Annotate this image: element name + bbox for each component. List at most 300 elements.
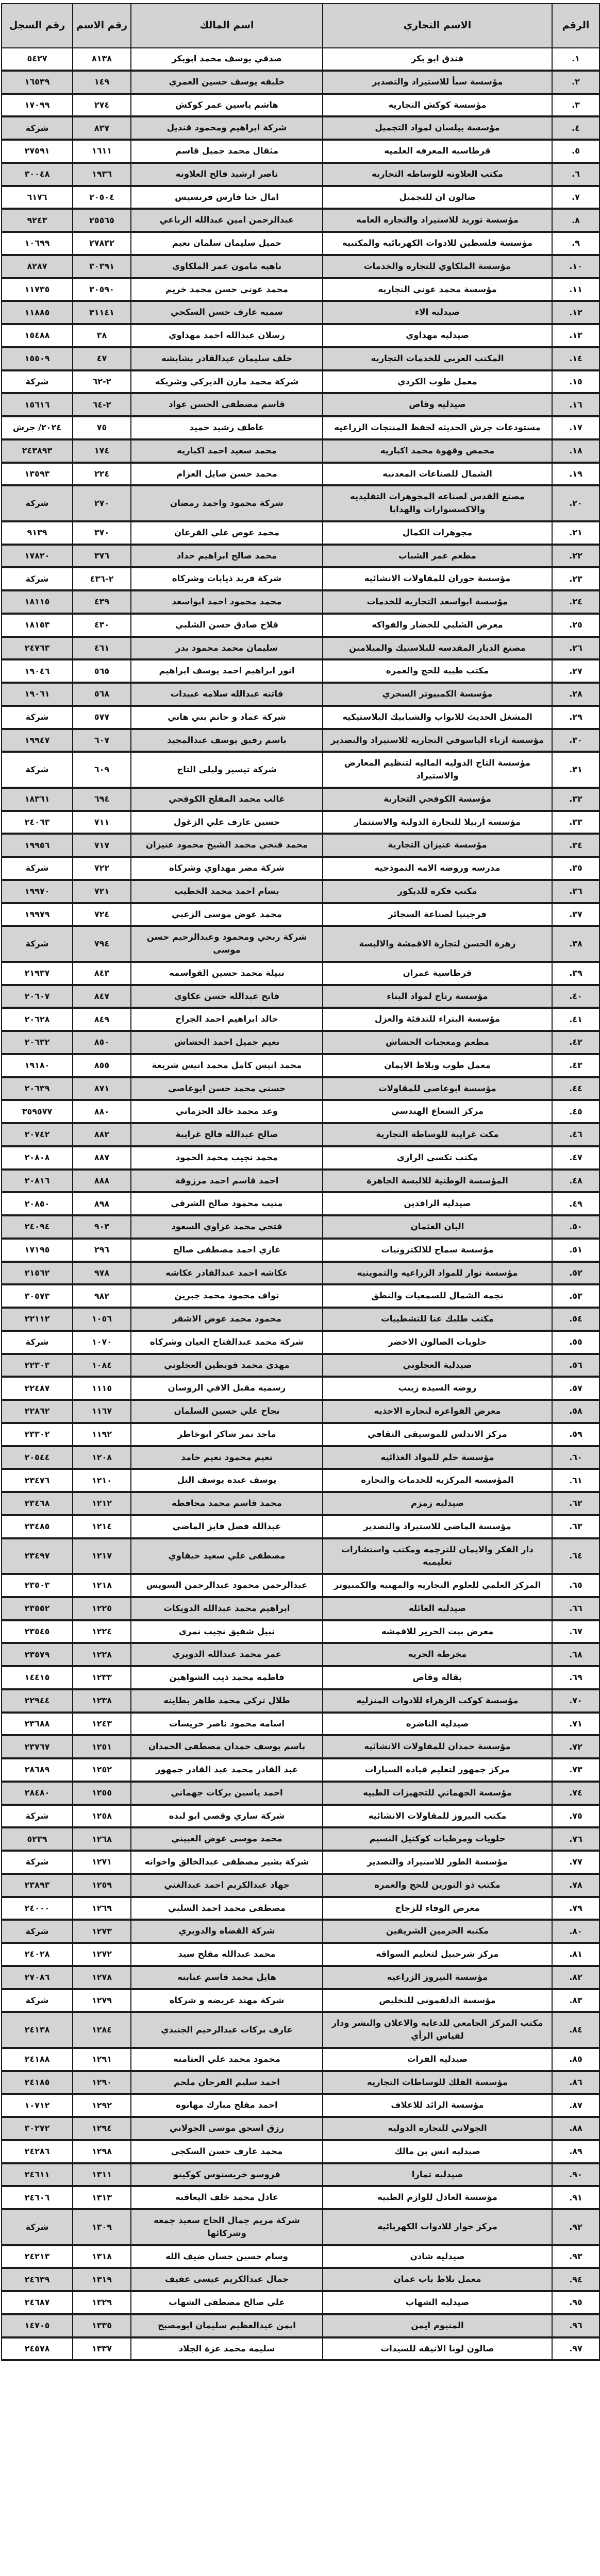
trade-name-cell: مؤسسة حوران للمقاولات الانشائيه	[323, 567, 552, 590]
name-number-cell: ١٢٩٤	[73, 2117, 131, 2140]
owner-name-cell: جميل سليمان سلمان نعيم	[131, 232, 323, 255]
row-index: ٨٣.	[552, 1989, 599, 2012]
table-row	[2, 614, 599, 637]
name-number-cell: ٧١٧	[73, 834, 131, 857]
row-index: ٧١.	[552, 1713, 599, 1736]
row-index: ٨٠.	[552, 1920, 599, 1943]
row-index: ٥٢.	[552, 1262, 599, 1285]
table-row	[2, 1308, 599, 1331]
registry-number-cell: ٢١٩٣٧	[2, 962, 73, 985]
table-row	[2, 1215, 599, 1239]
name-number-cell: ١٢٧٢	[73, 1943, 131, 1966]
trade-name-cell: صالون ان للتجميل	[323, 186, 552, 209]
owner-name-cell: خليفه يوسف حسين العمري	[131, 71, 323, 94]
registry-number-cell: شركة	[2, 752, 73, 788]
name-number-cell: ١٩٣٦	[73, 163, 131, 186]
registry-number-cell: شركة	[2, 1920, 73, 1943]
row-index: ٢٨.	[552, 683, 599, 706]
row-index: ٨٧.	[552, 2094, 599, 2117]
table-row	[2, 2245, 599, 2268]
owner-name-cell: عاطف رشيد حميد	[131, 416, 323, 439]
table-row	[2, 1735, 599, 1758]
name-number-cell: ١٦١١	[73, 140, 131, 163]
table-row	[2, 1400, 599, 1423]
registry-number-cell: ٢٢٩٤٤	[2, 1689, 73, 1713]
row-index: ٧٦.	[552, 1827, 599, 1851]
owner-name-cell: نجاح علي حسين السلمان	[131, 1400, 323, 1423]
table-row	[2, 637, 599, 660]
name-number-cell: ١٢٢٥	[73, 1597, 131, 1620]
row-index: ٧٠.	[552, 1689, 599, 1713]
owner-name-cell: عبدالرحمن محمود عبدالرحمن السويس	[131, 1574, 323, 1597]
registry-number-cell: ١٦٥٣٩	[2, 71, 73, 94]
registry-number-cell: ١٥٦١٦	[2, 393, 73, 416]
table-row	[2, 1782, 599, 1805]
name-number-cell: ١٢١٨	[73, 1574, 131, 1597]
name-number-cell: ٣٨	[73, 324, 131, 347]
trade-name-cell: مؤسسة كوكش التجاريه	[323, 94, 552, 117]
name-number-cell: ٣٧٦	[73, 545, 131, 568]
table-row	[2, 788, 599, 811]
table-row	[2, 1146, 599, 1170]
row-index: ٦٥.	[552, 1574, 599, 1597]
row-index: ٥.	[552, 140, 599, 163]
table-row	[2, 2337, 599, 2361]
row-index: ٥٩.	[552, 1423, 599, 1446]
owner-name-cell: امال حنا فارس فرنسيس	[131, 186, 323, 209]
trade-name-cell: مكت غرايبة للوساطة التجارية	[323, 1123, 552, 1146]
row-index: ٨٤.	[552, 2012, 599, 2048]
name-number-cell: ١٢٣٨	[73, 1689, 131, 1713]
row-index: ١٧.	[552, 416, 599, 439]
name-number-cell: ٦٠٧	[73, 729, 131, 752]
owner-name-cell: مثقال محمد جميل قاسم	[131, 140, 323, 163]
registry-number-cell: ٢٢٤٨٧	[2, 1377, 73, 1400]
trade-name-cell: معرض الفواعره لتجاره الاحذيه	[323, 1400, 552, 1423]
trade-name-cell: معرض الوفاء للزجاج	[323, 1897, 552, 1920]
trade-name-cell: مؤسسة الجهماني للتجهيزات الطبيه	[323, 1782, 552, 1805]
name-number-cell: ١٣١١	[73, 2163, 131, 2187]
owner-name-cell: احمد سليم الفرحان ملحم	[131, 2071, 323, 2094]
trade-name-cell: صيدليه وقاص	[323, 393, 552, 416]
name-number-cell: ٢-٤٣٦	[73, 567, 131, 590]
trade-name-cell: فندق ابو بكر	[323, 48, 552, 71]
name-number-cell: ٥٧٧	[73, 706, 131, 729]
table-row	[2, 1239, 599, 1262]
trade-name-cell: مؤسسة توريد للاستيراد والتجاره العامه	[323, 209, 552, 232]
row-index: ٨٥.	[552, 2048, 599, 2071]
registry-number-cell: شركة	[2, 2209, 73, 2245]
registry-number-cell: شركة	[2, 1331, 73, 1354]
row-index: ٥١.	[552, 1239, 599, 1262]
trade-name-cell: مؤسسة نوار للمواد الزراعيه والتموينيه	[323, 1262, 552, 1285]
row-index: ٦٤.	[552, 1538, 599, 1574]
registry-number-cell: ١٩٩٧٠	[2, 880, 73, 903]
owner-name-cell: مهدى محمد قويطين العجلوني	[131, 1354, 323, 1377]
trade-name-cell: المكتب العربي للخدمات التجاريه	[323, 347, 552, 370]
row-index: ٥٣.	[552, 1284, 599, 1308]
table-row	[2, 545, 599, 568]
table-row	[2, 1446, 599, 1469]
name-number-cell: ٢٧٤	[73, 94, 131, 117]
row-index: ٨٢.	[552, 1966, 599, 1989]
owner-name-cell: نبيل شفيق نجيب نمري	[131, 1620, 323, 1643]
owner-name-cell: شركة ابراهيم ومحمود قنديل	[131, 116, 323, 140]
owner-name-cell: شركة مضر مهداوي وشركاه	[131, 857, 323, 880]
trade-name-cell: المؤسسه المركزيه للخدمات والتجاره	[323, 1469, 552, 1492]
registry-number-cell: ١٩٩٧٩	[2, 903, 73, 926]
row-index: ٤٣.	[552, 1054, 599, 1077]
owner-name-cell: محمد نجيب محمد الحمود	[131, 1146, 323, 1170]
owner-name-cell: منيب محمود صالح الشرقي	[131, 1192, 323, 1215]
row-index: ٥٠.	[552, 1215, 599, 1239]
trade-name-cell: مركز حوار للادوات الكهربائيه	[323, 2209, 552, 2245]
owner-name-cell: سليمان محمد محمود بدر	[131, 637, 323, 660]
name-number-cell: ٤٣٠	[73, 614, 131, 637]
owner-name-cell: محمد عوني حسن محمد خريم	[131, 278, 323, 301]
trade-name-cell: صيدليه تمارا	[323, 2163, 552, 2187]
name-number-cell: ٢٩٦	[73, 1239, 131, 1262]
registry-number-cell: ٢٣٥٥٢	[2, 1597, 73, 1620]
owner-name-cell: غالب محمد المفلح الكوفحي	[131, 788, 323, 811]
name-number-cell: ١٢٨٤	[73, 2012, 131, 2048]
owner-name-cell: محمد حسن صايل العزام	[131, 463, 323, 486]
registry-number-cell: شركة	[2, 1989, 73, 2012]
table-row	[2, 729, 599, 752]
table-row	[2, 2291, 599, 2314]
registry-number-cell: ٢٤٦١١	[2, 2163, 73, 2187]
row-index: ٨١.	[552, 1943, 599, 1966]
trade-name-cell: حلويات ومرطبات كوكتيل النسيم	[323, 1827, 552, 1851]
name-number-cell: ١٠٧٠	[73, 1331, 131, 1354]
trade-name-cell: مؤسسة الرائد للاعلاف	[323, 2094, 552, 2117]
registry-number-cell: ١٩١٨٠	[2, 1054, 73, 1077]
row-index: ٢٩.	[552, 706, 599, 729]
table-row	[2, 393, 599, 416]
table-row	[2, 1515, 599, 1538]
row-index: ٦٠.	[552, 1446, 599, 1469]
row-index: ٥٤.	[552, 1308, 599, 1331]
name-number-cell: ٨٣٧	[73, 116, 131, 140]
row-index: ٧٧.	[552, 1851, 599, 1874]
registry-number-cell: ٣٠٥٧٣	[2, 1284, 73, 1308]
trade-name-cell: زهرة الحسن لتجارة الاقمشة والالبسة	[323, 926, 552, 962]
name-number-cell: ١٢٢٨	[73, 1643, 131, 1666]
registry-number-cell: ٢٣٣٠٢	[2, 1423, 73, 1446]
table-row	[2, 2048, 599, 2071]
row-index: ٦.	[552, 163, 599, 186]
registry-number-cell: ٨٢٨٧	[2, 255, 73, 278]
name-number-cell: ٧٢٤	[73, 903, 131, 926]
name-number-cell: ٩٧٨	[73, 1262, 131, 1285]
name-number-cell: ٤٣٩	[73, 590, 131, 614]
owner-name-cell: محمد موسى عوض العبيني	[131, 1827, 323, 1851]
trade-name-cell: مؤسسة البتراء للتدفئة والعزل	[323, 1008, 552, 1031]
owner-name-cell: حسين عارف علي الزغول	[131, 811, 323, 834]
table-row	[2, 1943, 599, 1966]
name-number-cell: ١٣٢٩	[73, 2291, 131, 2314]
trade-name-cell: دار الفكر والايمان للترجمه ومكتب واستشارات تعليميه	[323, 1538, 552, 1574]
owner-name-cell: خلف سليمان عبدالقادر بشابشه	[131, 347, 323, 370]
name-number-cell: ٢٠٥٠٤	[73, 186, 131, 209]
owner-name-cell: عارف بركات عبدالرحيم الجنيدي	[131, 2012, 323, 2048]
owner-name-cell: عكاشه احمد عبدالقادر عكاشه	[131, 1262, 323, 1285]
trade-name-cell: مؤسسة سبأ للاستيراد والتصدير	[323, 71, 552, 94]
name-number-cell: ٨٨٠	[73, 1100, 131, 1123]
registry-number-cell: ٩٢٤٣	[2, 209, 73, 232]
name-number-cell: ٣٠٥٩٠	[73, 278, 131, 301]
trade-name-cell: مكتبه الحرمين الشريفين	[323, 1920, 552, 1943]
owner-name-cell: محمد عوض علي القرعان	[131, 521, 323, 545]
table-row	[2, 521, 599, 545]
owner-name-cell: شركة عماد و حاتم بني هاني	[131, 706, 323, 729]
owner-name-cell: صالح عبدالله فالح غرايبة	[131, 1123, 323, 1146]
owner-name-cell: نعيم جميل احمد الحشاش	[131, 1031, 323, 1054]
name-number-cell: ١٢١٧	[73, 1538, 131, 1574]
row-index: ٤٢.	[552, 1031, 599, 1054]
table-row	[2, 1827, 599, 1851]
trade-name-cell: مكتب تكسي الرازي	[323, 1146, 552, 1170]
row-index: ٨٩.	[552, 2140, 599, 2163]
registry-number-cell: ٢٠٢٤/ جرش	[2, 416, 73, 439]
row-index: ٣٣.	[552, 811, 599, 834]
registry-number-cell: ١٩٠٤٦	[2, 659, 73, 683]
registry-number-cell: ١٣٥٩٣	[2, 463, 73, 486]
trade-name-cell: صيدليه الاء	[323, 301, 552, 324]
trade-name-cell: صيدلية العجلوني	[323, 1354, 552, 1377]
owner-name-cell: محمد محمود احمد ابواسعد	[131, 590, 323, 614]
owner-name-cell: محمد عوض موسى الزعبي	[131, 903, 323, 926]
table-row	[2, 1008, 599, 1031]
table-row	[2, 140, 599, 163]
owner-name-cell: محمد عبدالله مفلح سيد	[131, 1943, 323, 1966]
trade-name-cell: مؤسسة الماضي للاستيراد والتصدير	[323, 1515, 552, 1538]
name-number-cell: ١٢٦٩	[73, 1897, 131, 1920]
owner-name-cell: نبيلة محمد حسين القواسمه	[131, 962, 323, 985]
owner-name-cell: خالد ابراهيم احمد الجراح	[131, 1008, 323, 1031]
owner-name-cell: محمد قاسم محمد محافظه	[131, 1492, 323, 1515]
registry-number-cell: شركة	[2, 857, 73, 880]
trade-name-cell: مكتب ذو النورين للحج والعمره	[323, 1874, 552, 1897]
registry-number-cell: ٢٢٣٠٣	[2, 1354, 73, 1377]
row-index: ١.	[552, 48, 599, 71]
owner-name-cell: محمد صالح ابراهيم حداد	[131, 545, 323, 568]
row-index: ٣٨.	[552, 926, 599, 962]
row-index: ٤٥.	[552, 1100, 599, 1123]
name-number-cell: ٨٥٠	[73, 1031, 131, 1054]
owner-name-cell: يوسف عبده يوسف التل	[131, 1469, 323, 1492]
name-number-cell: ٢-٦٤	[73, 393, 131, 416]
registry-number-cell: ٢٤٥٧٨	[2, 2337, 73, 2361]
registry-number-cell: ١٧١٩٥	[2, 1239, 73, 1262]
trade-name-cell: نجمه الشمال للسمعيات والنطق	[323, 1284, 552, 1308]
trade-name-cell: مطعم عمر الشباب	[323, 545, 552, 568]
owner-name-cell: طلال تركي محمد طاهر بطاينه	[131, 1689, 323, 1713]
table-header-row	[2, 4, 599, 48]
trade-name-cell: مؤسسة ابواسعد التجاريه للخدمات	[323, 590, 552, 614]
name-number-cell: ٨٥٥	[73, 1054, 131, 1077]
row-index: ٢٣.	[552, 567, 599, 590]
row-index: ٨.	[552, 209, 599, 232]
trade-name-cell: مكتب طيبه للحج والعمره	[323, 659, 552, 683]
owner-name-cell: صدقي يوسف محمد ابوبكر	[131, 48, 323, 71]
registry-number-cell: ١٤٤١٥	[2, 1666, 73, 1689]
registry-number-cell: ٢٠٧٤٢	[2, 1123, 73, 1146]
owner-name-cell: قاسم مصطفى الحسن عواد	[131, 393, 323, 416]
table-row	[2, 1643, 599, 1666]
registry-number-cell: ٢٤٠٢٨	[2, 1943, 73, 1966]
registry-number-cell: ٥٤٢٧	[2, 48, 73, 71]
trade-name-cell: صيدليه الفرات	[323, 2048, 552, 2071]
table-row	[2, 567, 599, 590]
name-number-cell: ٨١٣٨	[73, 48, 131, 71]
registry-number-cell: ٢٣٧٦٧	[2, 1735, 73, 1758]
name-number-cell: ١٣١٣	[73, 2186, 131, 2209]
name-number-cell: ٣٠٣٩١	[73, 255, 131, 278]
trade-name-cell: مخرطة الحريه	[323, 1643, 552, 1666]
name-number-cell: ١٢٥١	[73, 1735, 131, 1758]
table-row	[2, 962, 599, 985]
registry-number-cell: ١٥٤٨٨	[2, 324, 73, 347]
name-number-cell: ٧٢٢	[73, 857, 131, 880]
table-row	[2, 903, 599, 926]
trade-name-cell: المركز العلمي للعلوم التجاريه والمهنيه والكمبيوتر	[323, 1574, 552, 1597]
registry-number-cell: ٢٣٦٨٨	[2, 1713, 73, 1736]
name-number-cell: ١٣٣٥	[73, 2314, 131, 2337]
table-row	[2, 926, 599, 962]
owner-name-cell: شركة مهند عريضه و شركاه	[131, 1989, 323, 2012]
header-registry-number: رقم السجل	[2, 4, 73, 48]
trade-name-cell: مؤسسة فلسطين للادوات الكهربائيه والمكتبيه	[323, 232, 552, 255]
name-number-cell: ١٢١٠	[73, 1469, 131, 1492]
trade-name-cell: معمل طوب الكردي	[323, 370, 552, 394]
owner-name-cell: نواف محمود محمد جبرين	[131, 1284, 323, 1308]
name-number-cell: ١٣١٩	[73, 2268, 131, 2291]
owner-name-cell: انور ابراهيم احمد يوسف ابراهيم	[131, 659, 323, 683]
table-row	[2, 209, 599, 232]
name-number-cell: ٢٢٤	[73, 463, 131, 486]
row-index: ٦١.	[552, 1469, 599, 1492]
table-row	[2, 2268, 599, 2291]
name-number-cell: ١٢٩١	[73, 2048, 131, 2071]
owner-name-cell: رسميه مقبل الافي الروسان	[131, 1377, 323, 1400]
registry-number-cell: ٢٠٦٣٩	[2, 1077, 73, 1100]
registry-number-cell: ٥٢٣٩	[2, 1827, 73, 1851]
trade-name-cell: المشغل الحديث للابواب والشبابيك البلاستيكيه	[323, 706, 552, 729]
table-row	[2, 116, 599, 140]
row-index: ٩٣.	[552, 2245, 599, 2268]
owner-name-cell: شركة محمد مازن الديركي وشريكه	[131, 370, 323, 394]
trade-name-cell: مؤسسة الكوفحي التجارية	[323, 788, 552, 811]
name-number-cell: ١٢٧٨	[73, 1966, 131, 1989]
name-number-cell: ١٢٥٨	[73, 1805, 131, 1828]
registry-number-cell: ١٧٨٢٠	[2, 545, 73, 568]
row-index: ٩٤.	[552, 2268, 599, 2291]
owner-name-cell: وسام حسين حسان ضيف الله	[131, 2245, 323, 2268]
registry-number-cell: ٢٣٥٠٣	[2, 1574, 73, 1597]
registry-number-cell: ١٩٩٥٦	[2, 834, 73, 857]
name-number-cell: ٧٥	[73, 416, 131, 439]
table-row	[2, 880, 599, 903]
table-row	[2, 683, 599, 706]
name-number-cell: ١١٦٧	[73, 1400, 131, 1423]
name-number-cell: ٨٨٨	[73, 1170, 131, 1193]
registry-number-cell: ٢٣٨٩٣	[2, 1874, 73, 1897]
owner-name-cell: غازي احمد مصطفى صالح	[131, 1239, 323, 1262]
registry-number-cell: ١٨١١٥	[2, 590, 73, 614]
registry-number-cell: ٢٧٠٨٦	[2, 1966, 73, 1989]
trade-name-cell: صيدليه العائله	[323, 1597, 552, 1620]
table-row	[2, 1758, 599, 1782]
registry-number-cell: ٢٧٥٩١	[2, 140, 73, 163]
registry-number-cell: شركة	[2, 1805, 73, 1828]
name-number-cell: ٨٤٩	[73, 1008, 131, 1031]
row-index: ٣٩.	[552, 962, 599, 985]
table-row	[2, 1851, 599, 1874]
row-index: ٩٧.	[552, 2337, 599, 2361]
trade-name-cell: مؤسسة سماح للالكترونيات	[323, 1239, 552, 1262]
row-index: ٦٨.	[552, 1643, 599, 1666]
row-index: ١١.	[552, 278, 599, 301]
row-index: ٣٤.	[552, 834, 599, 857]
row-index: ٤٤.	[552, 1077, 599, 1100]
name-number-cell: ١٠٥٦	[73, 1308, 131, 1331]
registry-number-cell: ١٠٦٩٩	[2, 232, 73, 255]
trade-name-cell: البان العثمان	[323, 1215, 552, 1239]
row-index: ٧٩.	[552, 1897, 599, 1920]
row-index: ٤.	[552, 116, 599, 140]
row-index: ٤٩.	[552, 1192, 599, 1215]
table-row	[2, 1805, 599, 1828]
trade-name-cell: مؤسسة التاج الدوليه الماليه لتنظيم المعارض والاستيراد	[323, 752, 552, 788]
registry-number-cell: ٢٤١٨٨	[2, 2048, 73, 2071]
registry-number-cell: ٦١٧٦	[2, 186, 73, 209]
trade-name-cell: مؤسسة رتاج لمواد البناء	[323, 985, 552, 1008]
registry-number-cell: ٢٣٤٦٨	[2, 1492, 73, 1515]
name-number-cell: ١٣١٨	[73, 2245, 131, 2268]
registry-number-cell: ٢٤٦٨٧	[2, 2291, 73, 2314]
trade-name-cell: مدرسه وروضه الامه النموذجيه	[323, 857, 552, 880]
row-index: ٩٠.	[552, 2163, 599, 2187]
owner-name-cell: محمود محمد عوض الاشقر	[131, 1308, 323, 1331]
trade-name-cell: مكتب المركز الجامعي للدعايه والاعلان والنشر ودار لقياس الرأي	[323, 2012, 552, 2048]
table-body	[2, 48, 599, 2360]
table-row	[2, 278, 599, 301]
registry-number-cell: ٢٠٨٥٠	[2, 1192, 73, 1215]
table-row	[2, 1077, 599, 1100]
row-index: ٢٥.	[552, 614, 599, 637]
name-number-cell: ١٢٥٢	[73, 1758, 131, 1782]
owner-name-cell: محمد سعيد احمد اكباريه	[131, 439, 323, 463]
name-number-cell: ١٤٩	[73, 71, 131, 94]
row-index: ٨٨.	[552, 2117, 599, 2140]
owner-name-cell: سليمه محمد عزة الجلاد	[131, 2337, 323, 2361]
header-index: الرقم	[552, 4, 599, 48]
table-row	[2, 485, 599, 521]
row-index: ٣.	[552, 94, 599, 117]
registry-number-cell: ٢٤٣٨٩٣	[2, 439, 73, 463]
trade-name-cell: مجوهرات الكمال	[323, 521, 552, 545]
trade-name-cell: معرض الشلبي للخضار والفواكه	[323, 614, 552, 637]
name-number-cell: ١٢٣٣	[73, 1666, 131, 1689]
name-number-cell: ١٢٤٣	[73, 1713, 131, 1736]
name-number-cell: ٨٤٧	[73, 985, 131, 1008]
row-index: ١٨.	[552, 439, 599, 463]
registry-number-cell: شركة	[2, 1851, 73, 1874]
trade-name-cell: الجولاني للتجاره الدوليه	[323, 2117, 552, 2140]
owner-name-cell: اسامه محمود ناصر خريسات	[131, 1713, 323, 1736]
trade-name-cell: مؤسسة ابوعاصي للمقاولات	[323, 1077, 552, 1100]
